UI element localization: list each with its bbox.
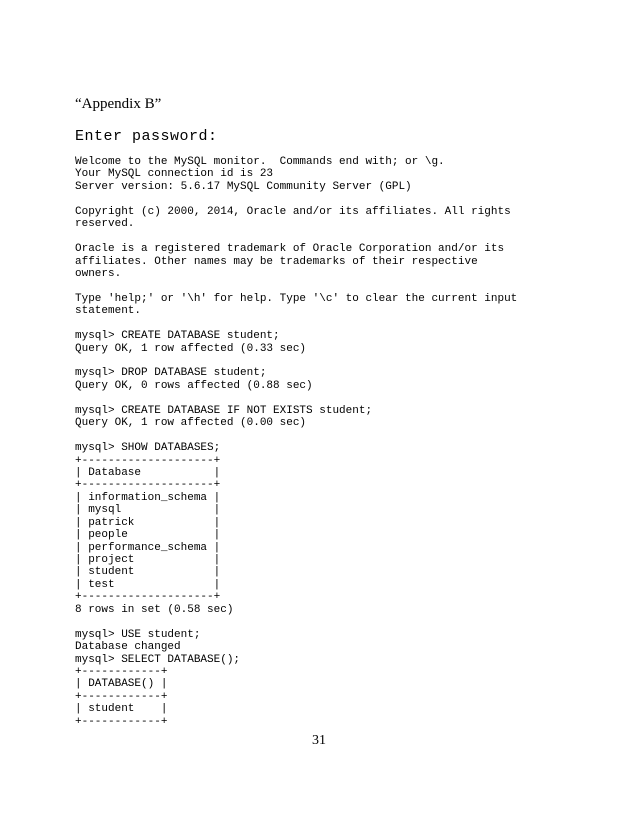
use-db-result: Database changed — [75, 641, 181, 654]
create-db-command: mysql> CREATE DATABASE student; — [75, 330, 280, 343]
table-row: | patrick | — [75, 516, 221, 529]
rows-in-set-summary: 8 rows in set (0.58 sec) — [75, 603, 234, 616]
create-db-result: Query OK, 1 row affected (0.33 sec) — [75, 342, 307, 355]
drop-db-command: mysql> DROP DATABASE student; — [75, 367, 267, 380]
table-header: | Database | — [75, 466, 221, 479]
table-row: | student | — [75, 703, 168, 716]
table-border: +--------------------+ — [75, 479, 221, 492]
table-header: | DATABASE() | — [75, 678, 168, 691]
help-line: Type 'help;' or '\h' for help. Type '\c' to clear the current input — [75, 292, 518, 305]
table-row: | information_schema | — [75, 491, 221, 504]
create-if-not-exists-result: Query OK, 1 row affected (0.00 sec) — [75, 417, 307, 430]
trademark-line: Oracle is a registered trademark of Oracle Corporation and/or its — [75, 243, 505, 256]
use-db-command: mysql> USE student; — [75, 628, 201, 641]
create-if-not-exists-command: mysql> CREATE DATABASE IF NOT EXISTS student; — [75, 404, 373, 417]
table-row: | mysql | — [75, 504, 221, 517]
copyright-line: reserved. — [75, 218, 135, 231]
trademark-line: affiliates. Other names may be trademarks of their respective — [75, 255, 478, 268]
help-line: statement. — [75, 305, 142, 318]
appendix-heading: “Appendix B” — [75, 96, 162, 112]
table-row: | project | — [75, 554, 221, 566]
table-border: +--------------------+ — [75, 454, 221, 467]
select-database-command: mysql> SELECT DATABASE(); — [75, 653, 241, 666]
table-row: | student | — [75, 566, 221, 579]
table-row: | test | — [75, 578, 221, 591]
copyright-line: Copyright (c) 2000, 2014, Oracle and/or its affiliates. All rights — [75, 205, 511, 218]
table-border: +--------------------+ — [75, 591, 221, 604]
table-row: | people | — [75, 529, 221, 542]
show-databases-command: mysql> SHOW DATABASES; — [75, 442, 221, 455]
table-row: | performance_schema | — [75, 541, 221, 554]
drop-db-result: Query OK, 0 rows affected (0.88 sec) — [75, 379, 313, 392]
password-prompt: Enter password: — [75, 128, 218, 145]
table-border: +------------+ — [75, 665, 168, 678]
table-border: +------------+ — [75, 715, 168, 728]
table-border: +------------+ — [75, 690, 168, 703]
welcome-line: Welcome to the MySQL monitor. Commands end with; or \g. — [75, 156, 445, 168]
page-number: 31 — [312, 733, 326, 748]
connection-id-line: Your MySQL connection id is 23 — [75, 168, 274, 181]
server-version-line: Server version: 5.6.17 MySQL Community Server (GPL) — [75, 180, 412, 193]
trademark-line: owners. — [75, 267, 122, 280]
mysql-session-transcript — [75, 156, 545, 728]
